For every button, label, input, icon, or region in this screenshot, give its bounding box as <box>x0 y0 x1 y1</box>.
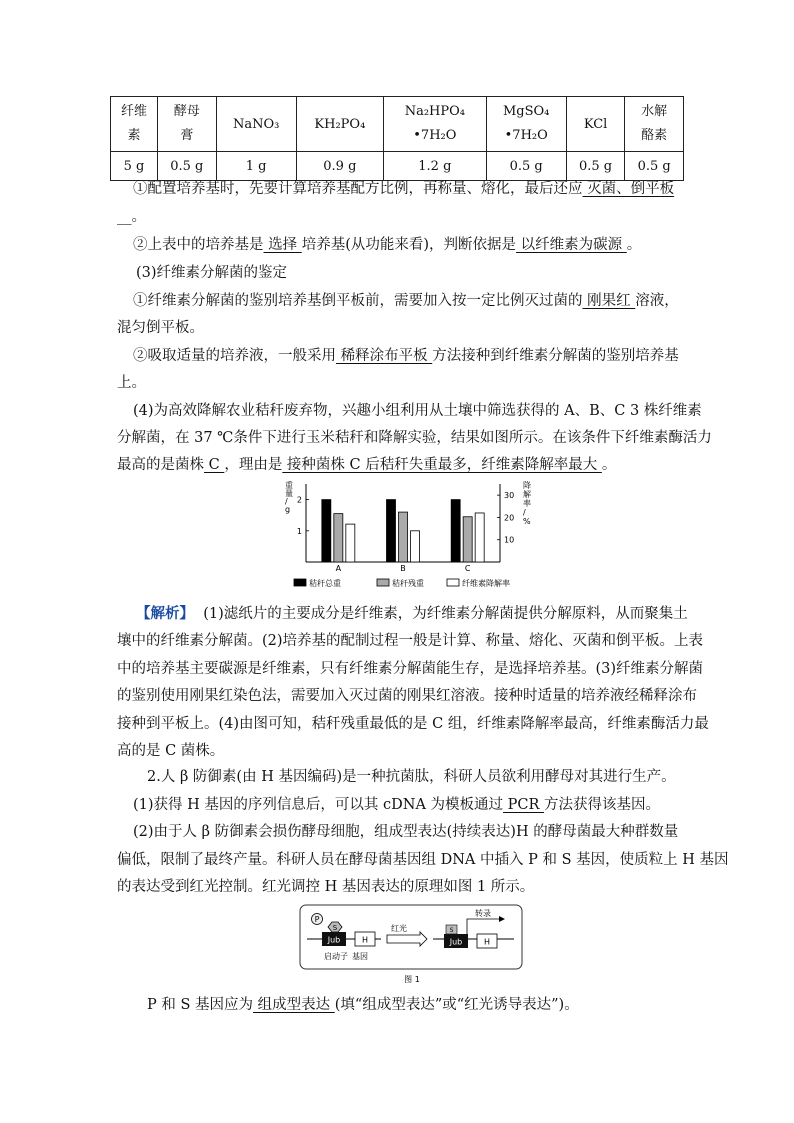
table-header-cell: MgSO₄ •7H₂O <box>486 97 566 152</box>
figure-1-diagram <box>299 904 525 986</box>
svg-text:S: S <box>332 924 338 932</box>
q3-line-2: 混匀倒平板。 <box>117 320 204 336</box>
table-header-cell: Na₂HPO₄ •7H₂O <box>384 97 487 152</box>
svg-text:Jub: Jub <box>327 935 341 945</box>
legend-label: 秸秆总重 <box>309 579 341 588</box>
red-light-label: 红光 <box>391 924 407 933</box>
analysis-line-1: 【解析】 (1)滤纸片的主要成分是纤维素，为纤维素分解菌提供分解原料，从而聚集土 <box>136 605 688 622</box>
figure-caption: 图 1 <box>404 975 420 984</box>
p2-line-4: 偏低，限制了最终产量。科研人员在酵母菌基因组 DNA 中插入 P 和 S 基因，使质粒上 H 基因 <box>117 852 729 868</box>
medium-table <box>110 96 684 181</box>
promoter-label: 启动子 <box>324 952 348 961</box>
y2-axis-label <box>523 480 531 526</box>
bar <box>411 531 420 562</box>
analysis-line-5: 接种到平板上。(4)由图可知，秸秆残重最低的是 C 组，纤维素降解率最高，纤维素酶活力最 <box>117 716 709 732</box>
bar <box>334 514 343 562</box>
legend-swatch <box>447 579 459 586</box>
analysis-tag: 【解析】 <box>136 605 194 622</box>
analysis-line-4: 的鉴别使用刚果红染色法，需要加入灭过菌的刚果红溶液。接种时适量的培养液经稀释涂布 <box>117 688 697 704</box>
transcription-arrowhead <box>499 916 505 922</box>
table-header-cell: KH₂PO₄ <box>296 97 383 152</box>
answer-blank: PCR <box>503 797 545 813</box>
table-cell: 0.5 g <box>486 152 566 181</box>
chart-legend <box>294 578 510 588</box>
table-cell: 0.5 g <box>625 152 684 181</box>
answer-blank: 灭菌、倒平板 <box>582 181 675 197</box>
q2-line-2: __。 <box>117 209 146 225</box>
svg-text:H: H <box>361 935 369 945</box>
legend-label: 秸秆残重 <box>392 579 424 588</box>
transcription-arrow <box>467 919 499 934</box>
table-value-row <box>111 152 684 181</box>
answer-blank: C <box>204 457 225 473</box>
bar <box>475 513 484 562</box>
answer-blank: 刚果红 <box>582 293 636 309</box>
p2-line-1: 2.人 β 防御素(由 H 基因编码)是一种抗菌肽，科研人员欲利用酵母对其进行生产。 <box>147 769 676 785</box>
answer-blank: 选择 <box>263 237 302 253</box>
svg-text:Jub: Jub <box>449 937 463 947</box>
table-cell: 0.5 g <box>158 152 217 181</box>
table-cell: 0.9 g <box>296 152 383 181</box>
x-tick-label: B <box>400 564 406 573</box>
y2-tick-label: 30 <box>504 491 515 501</box>
q3-line-4: 上。 <box>117 375 146 391</box>
p2-line-5: 的表达受到红光控制。红光调控 H 基因表达的原理如图 1 所示。 <box>117 879 535 895</box>
table-header-cell: NaNO₃ <box>216 97 296 152</box>
bar <box>463 517 472 562</box>
y-axis-label <box>285 480 293 514</box>
answer-blank: 组成型表达 <box>253 997 335 1013</box>
table-header-row <box>111 97 684 152</box>
q4-line-3: 最高的是菌株 C ，理由是 接种菌株 C 后秸秆失重最多，纤维素降解率最大 。 <box>117 457 617 473</box>
analysis-line-2: 壤中的纤维素分解菌。(2)培养基的配制过程一般是计算、称量、熔化、灭菌和倒平板。上表 <box>117 633 704 649</box>
table-header-cell: 酵母 膏 <box>158 97 217 152</box>
q3-line-1: ①纤维素分解菌的鉴别培养基倒平板前，需要加入按一定比例灭过菌的 刚果红 溶液， <box>133 293 679 309</box>
y2-tick-label: 20 <box>504 513 515 523</box>
y2-tick-label: 10 <box>504 535 515 545</box>
table-cell: 1.2 g <box>384 152 487 181</box>
y-axis-title: 重量/ g <box>285 481 293 514</box>
answer-blank: 稀释涂布平板 <box>336 348 433 364</box>
table-cell: 5 g <box>111 152 158 181</box>
table-cell: 0.5 g <box>566 152 625 181</box>
y-tick-label: 2 <box>296 495 302 505</box>
answer-blank: 以纤维素为碳源 <box>516 237 627 253</box>
gene-label: 基因 <box>352 952 368 961</box>
table-header-cell: 水解 酪素 <box>625 97 684 152</box>
svg-text:H: H <box>483 937 491 947</box>
legend-swatch <box>377 579 389 586</box>
analysis-line-3: 中的培养基主要碳源是纤维素，只有纤维素分解菌能生存，是选择培养基。(3)纤维素分解菌 <box>117 661 704 677</box>
svg-text:S: S <box>449 927 454 934</box>
x-tick-label: A <box>335 564 342 573</box>
bar <box>399 512 408 562</box>
table-header-cell: 纤维 素 <box>111 97 158 152</box>
q4-line-1: (4)为高效降解农业秸秆废弃物，兴趣小组利用从土壤中筛选获得的 A、B、C 3 株纤维素 <box>133 403 702 419</box>
x-tick-label: C <box>464 564 471 573</box>
transcription-label: 转录 <box>475 909 491 918</box>
q3-line-3: ②吸取适量的培养液，一般采用 稀释涂布平板 方法接种到纤维素分解菌的鉴别培养基 <box>133 348 679 364</box>
p2-line-2: (1)获得 H 基因的序列信息后，可以其 cDNA 为模板通过 PCR 方法获得该基因。 <box>133 797 661 813</box>
legend-label: 纤维素降解率 <box>462 579 510 588</box>
q4-line-2: 分解菌，在 37 ℃条件下进行玉米秸秆和降解实验，结果如图所示。在该条件下纤维素酶活力 <box>117 430 712 446</box>
bar <box>451 500 460 562</box>
bar <box>387 500 396 562</box>
bar <box>322 500 331 562</box>
bar <box>346 524 355 562</box>
analysis-line-6: 高的是 C 菌株。 <box>117 743 225 759</box>
p2-line-6: P 和 S 基因应为 组成型表达 (填“组成型表达”或“红光诱导表达”)。 <box>147 997 579 1013</box>
table-cell: 1 g <box>216 152 296 181</box>
table-header-cell: KCl <box>566 97 625 152</box>
red-light-arrow <box>387 932 427 946</box>
answer-blank: 接种菌株 C 后秸秆失重最多，纤维素降解率最大 <box>282 457 602 473</box>
q2-line-3: ②上表中的培养基是 选择 培养基(从功能来看)，判断依据是 以纤维素为碳源 。 <box>133 237 642 253</box>
bar-chart <box>282 478 532 594</box>
p2-line-3: (2)由于人 β 防御素会损伤酵母细胞，组成型表达(持续表达)H 的酵母菌最大种群数量 <box>133 824 679 840</box>
y2-axis-title: 降解率/ % <box>523 481 531 526</box>
y-tick-label: 1 <box>296 526 302 536</box>
svg-text:P: P <box>314 915 320 924</box>
q2-line-1: ①配置培养基时，先要计算培养基配方比例，再称量、熔化，最后还应 灭菌、倒平板 <box>133 181 675 197</box>
legend-swatch <box>294 579 306 586</box>
q3-title: (3)纤维素分解菌的鉴定 <box>136 265 288 281</box>
